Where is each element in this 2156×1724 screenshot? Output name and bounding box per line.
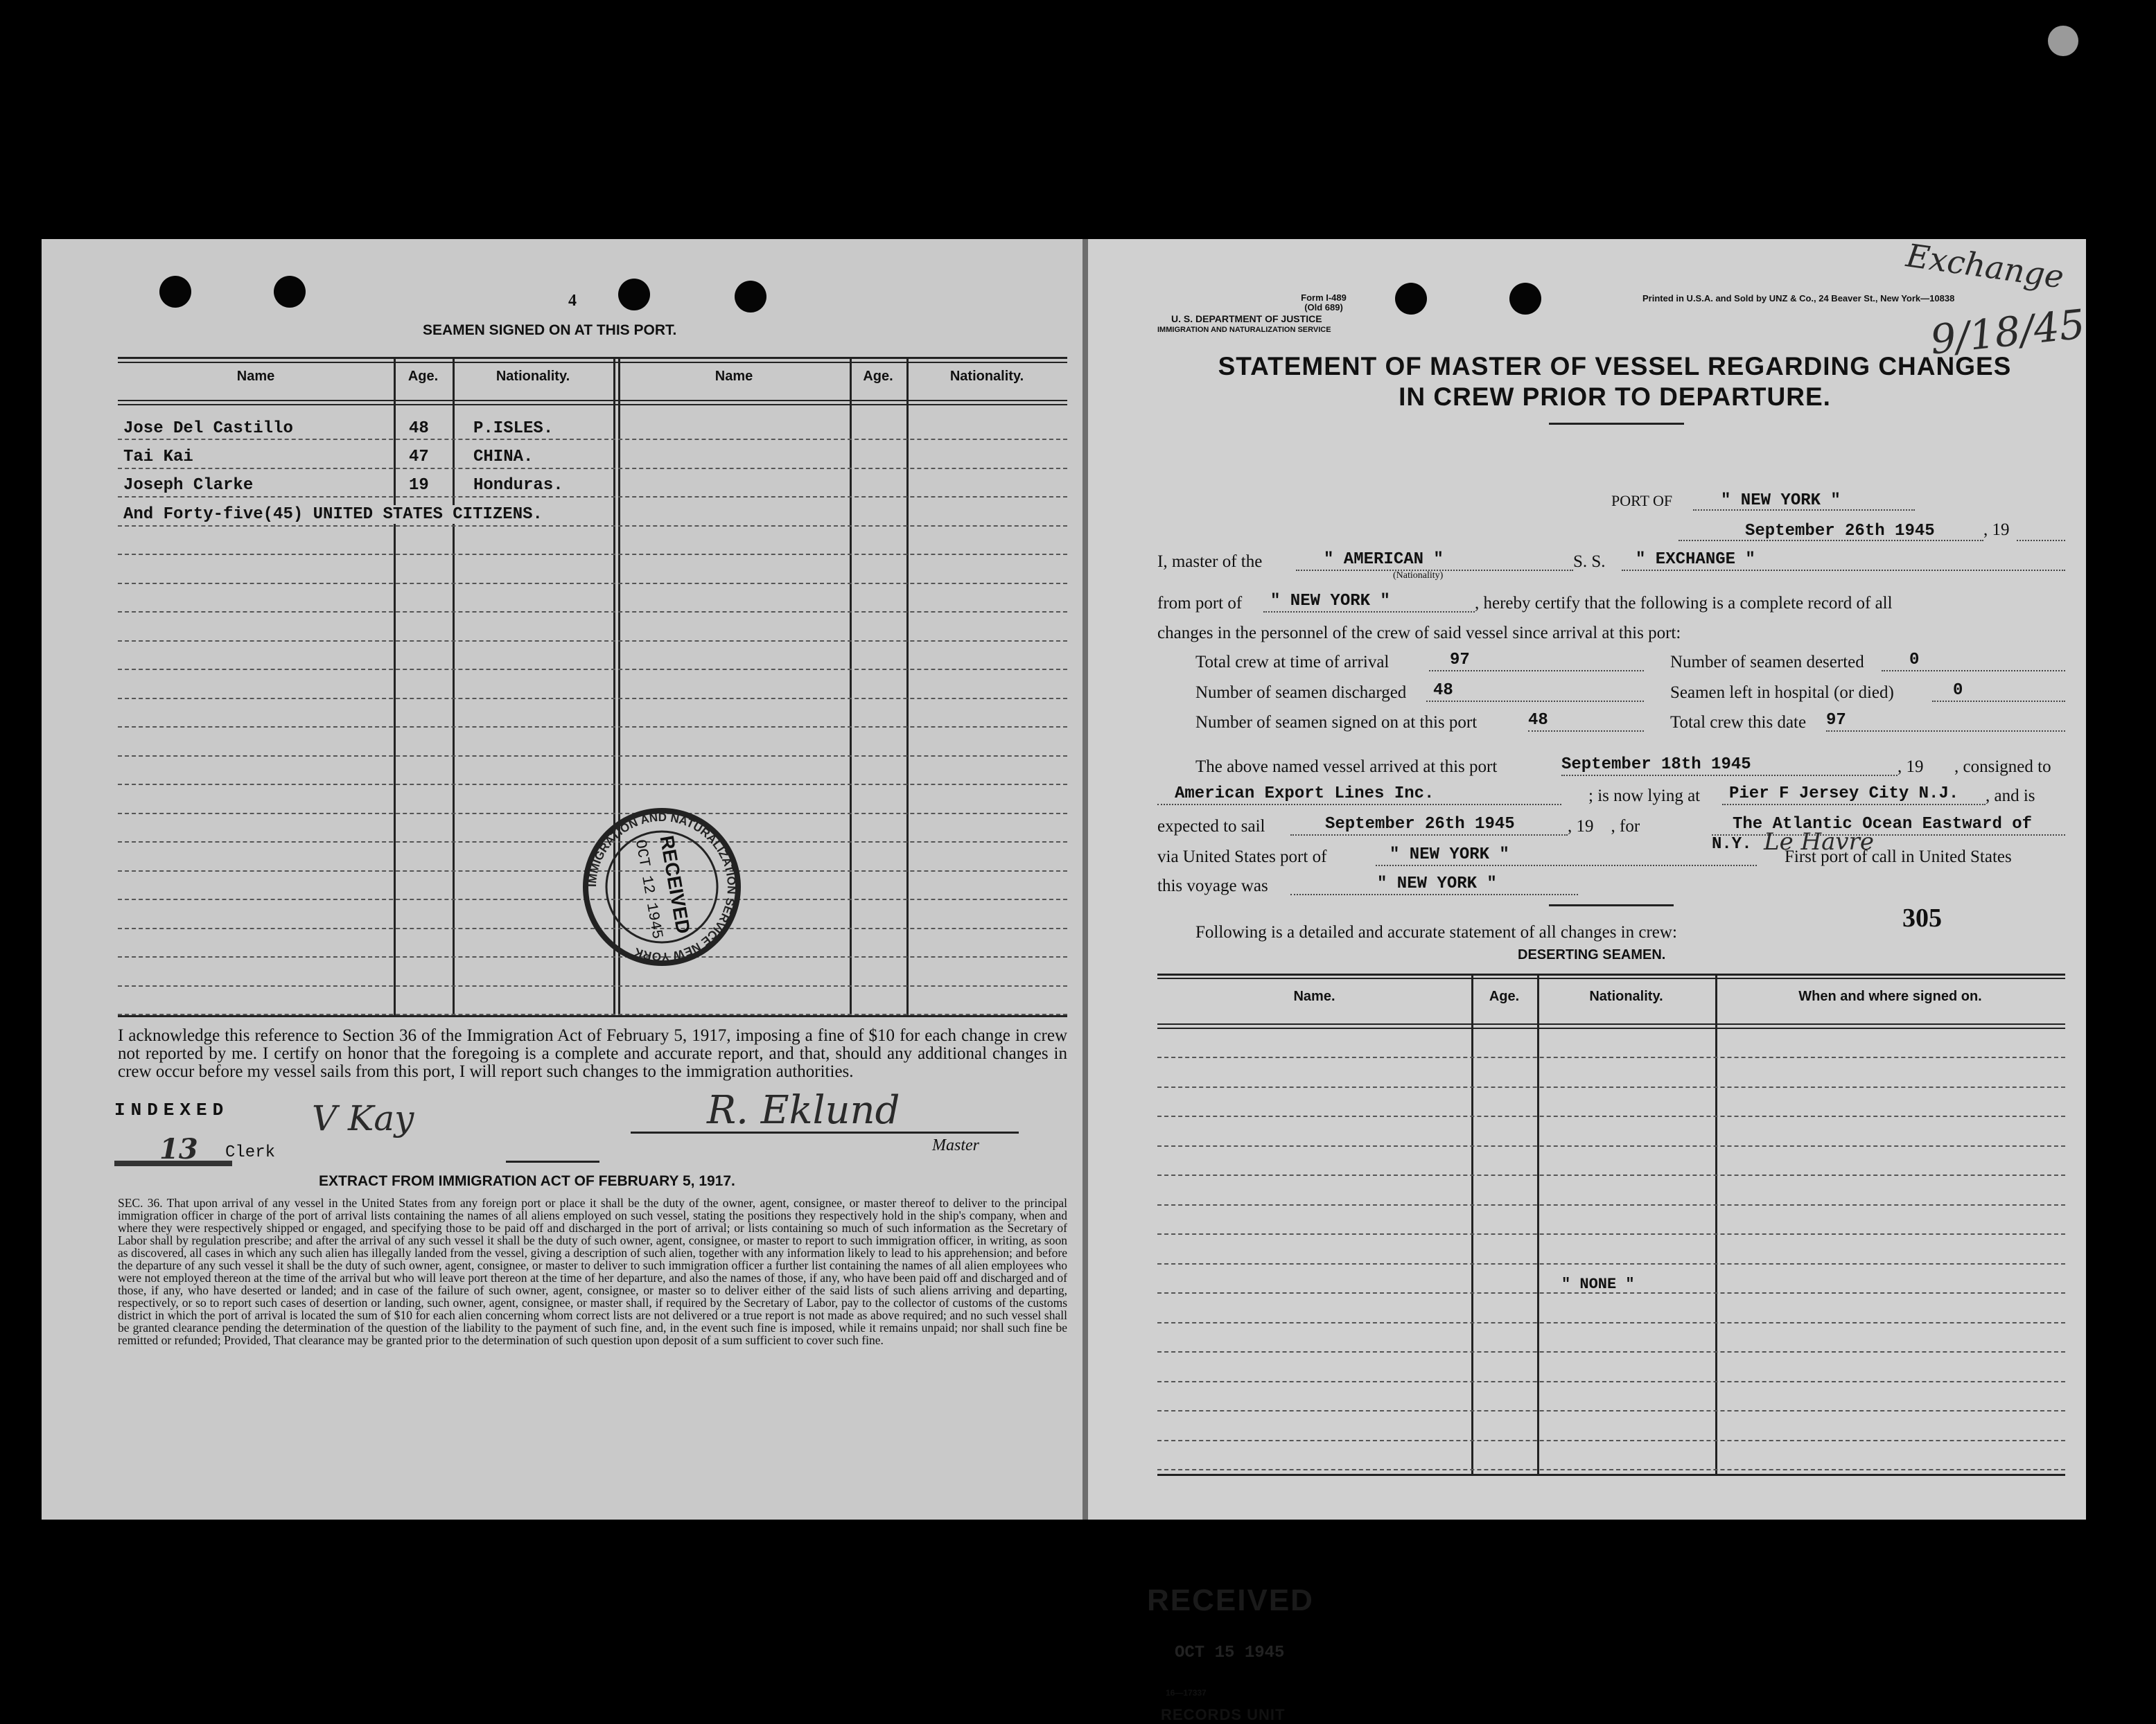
row-rule: [118, 1014, 1067, 1015]
divider: [506, 1161, 599, 1163]
consigned-label: , consigned to: [1954, 757, 2051, 776]
received-date: OCT 15 1945: [1175, 1644, 1285, 1662]
from-port-label: from port of: [1157, 594, 1243, 613]
department-block: [1157, 313, 1331, 335]
expected-field: September 26th 1945: [1290, 813, 1568, 836]
destination-handwritten: Le Havre: [1764, 828, 1875, 856]
voyage-field: " NEW YORK ": [1290, 873, 1578, 895]
lying-label: ; is now lying at: [1588, 786, 1701, 805]
column-header: Name.: [1293, 989, 1335, 1004]
row-rule: [118, 583, 1067, 584]
stamp-word: RECEIVED: [656, 834, 694, 935]
hospital-label: Seamen left in hospital (or died): [1670, 683, 1894, 702]
clerk-underline: [114, 1161, 232, 1166]
handwritten-note: Exchange: [1904, 236, 2067, 296]
for-label: , 19 , for: [1568, 817, 1640, 836]
row-rule: [1157, 1440, 2065, 1441]
table-cell-name: Tai Kai: [123, 448, 193, 466]
port-label: PORT OF: [1611, 492, 1673, 509]
punch-hole: [1509, 283, 1541, 315]
table-cell-name: Joseph Clarke: [123, 476, 254, 495]
nationality-field: " AMERICAN ": [1296, 549, 1573, 571]
arrived-field: September 18th 1945: [1561, 754, 1898, 776]
form-old-number: (Old 689): [1304, 302, 1343, 313]
printer-note: Printed in U.S.A. and Sold by UNZ & Co., 24 Beaver St., New York—10838: [1642, 293, 1955, 304]
date-year-field: [2017, 520, 2065, 541]
table-cell-nationality: P.ISLES.: [473, 419, 554, 438]
signature-line: [631, 1132, 1019, 1134]
received-round-stamp: [579, 804, 745, 970]
clerk-label: Clerk: [225, 1143, 276, 1162]
table-cell-age: 47: [409, 448, 429, 466]
total-crew-arrival-label: Total crew at time of arrival: [1195, 653, 1390, 671]
extract-text: SEC. 36. That upon arrival of any vessel in the United States from any foreign port or place it shall be the duty of the owner, agent, consignee, or master thereof to deliver to the principal immigration officer in charge of the port of arrival lists containing the names of all aliens employed on such vessel, stating the positions they respectively hold in the ship's company, when and where they were respectively shipped or engaged, and specifying those to be paid off and discharged in the port of arrival; or lists containing so much of such information as the Secretary of Labor shall by regulation prescribe; and after the arrival of any such vessel it shall be the duty of such owner, agent, consignee, or master to report to such immigration officer, in writing, as soon as discovered, all cases in which any such alien has illegally landed from the vessel, giving a description of such alien, together with any information likely to lead to his apprehension; and before the departure of any such vessel it shall be the duty of such owner, agent, consignee, or master to deliver to such immigration officer a further list containing the names of all alien employees who were not employed thereon at the time of the arrival but who will leave port thereon at the time of her departure, and also the names of those, if any, who have been paid off and discharged and of those, if any, who have deserted or landed; and in case of the failure of such owner, agent, consignee, or master so to deliver either of the said lists of such aliens arriving and departing, respectively, or so to report such cases of desertion or landing, such owner, agent, consignee, or master shall, if required by the Secretary of Labor, pay to the collector of customs of the customs district in which the port of arrival is located the sum of $10 for each alien concerning whom correct lists are not delivered or a true report is not made as above required; and no such vessel shall be granted clearance pending the determination of the question of the liability to the payment of such fine, and, in the event such fine is imposed, while it remains unpaid; nor shall such fine be remitted or refunded; Provided, That clearance may be granted prior to the determination of such question upon deposit of a sum sufficient to cover such fine.: [118, 1196, 1067, 1347]
form-number: Form I-489: [1301, 292, 1347, 303]
records-unit-stamp: RECORDS UNIT: [1161, 1706, 1286, 1723]
handwritten-date: 9/18/45: [1928, 300, 2087, 364]
row-rule: [1157, 1087, 2065, 1088]
punch-hole: [159, 276, 191, 308]
table-extra-row: And Forty-five(45) UNITED STATES CITIZENS.: [123, 505, 545, 524]
divider: [1549, 904, 1674, 906]
right-page: [1088, 236, 2087, 1723]
row-rule: [118, 669, 1067, 670]
punch-hole: [618, 279, 650, 310]
indexed-stamp: INDEXED: [114, 1100, 229, 1120]
row-rule: [118, 985, 1067, 987]
punch-hole: [735, 281, 766, 313]
deserted-label: Number of seamen deserted: [1670, 653, 1864, 671]
hospital-field: 0: [1932, 680, 2065, 702]
service: IMMIGRATION AND NATURALIZATION SERVICE: [1157, 326, 1331, 334]
arrived-label: The above named vessel arrived at this port: [1195, 757, 1498, 776]
table-cell-age: 19: [409, 476, 429, 495]
title-underline: [1549, 423, 1684, 425]
total-crew-arrival-field: 97: [1429, 649, 1644, 671]
deserting-seamen-table: [1157, 974, 2065, 1486]
column-header: Nationality.: [1589, 989, 1663, 1004]
column-header: Name: [236, 369, 275, 384]
port-field: " NEW YORK ": [1693, 490, 1915, 511]
row-rule: [1157, 1116, 2065, 1117]
table-cell-nationality: CHINA.: [473, 448, 534, 466]
extract-title: EXTRACT FROM IMMIGRATION ACT OF FEBRUARY 5, 1917.: [319, 1173, 735, 1189]
signed-on-field: 48: [1528, 710, 1644, 732]
page-number: 4: [568, 292, 577, 310]
row-rule: [118, 525, 1067, 527]
master-signature: R. Eklund: [707, 1088, 900, 1133]
row-rule: [118, 784, 1067, 785]
certify-text: , hereby certify that the following is a complete record of all: [1475, 594, 1893, 613]
total-crew-date-field: 97: [1826, 710, 2065, 732]
row-rule: [118, 496, 1067, 498]
date-suffix: , 19: [1983, 520, 2010, 539]
row-rule: [1157, 1469, 2065, 1470]
title-line-2: IN CREW PRIOR TO DEPARTURE.: [1399, 382, 1831, 411]
total-crew-date-label: Total crew this date: [1670, 713, 1807, 732]
column-header: When and where signed on.: [1798, 989, 1982, 1004]
row-rule: [1157, 1351, 2065, 1353]
nationality-none: " NONE ": [1561, 1276, 1635, 1293]
row-rule: [118, 755, 1067, 757]
row-rule: [1157, 1263, 2065, 1265]
from-port-field: " NEW YORK ": [1263, 590, 1475, 613]
row-rule: [118, 554, 1067, 555]
is-label: , and is: [1986, 786, 2035, 805]
department: U. S. DEPARTMENT OF JUSTICE: [1171, 313, 1322, 324]
via-label: via United States port of: [1157, 847, 1327, 866]
stamp-date: OCT 12 1945: [631, 838, 666, 941]
first-port-label: First port of call in United States: [1785, 847, 2012, 866]
row-rule: [118, 698, 1067, 699]
ship-name-field: " EXCHANGE ": [1622, 549, 2065, 571]
stamp-ring-text: IMMIGRATION AND NATURALIZATION SERVICE NEW YORK: [585, 810, 739, 964]
following-text: Following is a detailed and accurate statement of all changes in crew:: [1195, 923, 1677, 942]
table-cell-nationality: Honduras.: [473, 476, 563, 495]
via-field: " NEW YORK ": [1376, 844, 1757, 866]
destination-field: The Atlantic Ocean Eastward of N.Y.: [1712, 813, 2065, 836]
master-label: Master: [932, 1136, 979, 1154]
column-header: Age.: [407, 369, 439, 384]
deserting-title: DESERTING SEAMEN.: [1518, 947, 1666, 962]
acknowledgment-text: I acknowledge this reference to Section 36 of the Immigration Act of February 5, 1917, imposing a fine of $10 for each change in crew not reported by me. I certify on honor that the foregoing is a complete and accurate report, and that, should any additional changes in crew occur before my vessel sails from this port, I will report such changes to the immigration authorities.: [118, 1026, 1067, 1081]
left-page: [42, 239, 1088, 1520]
footer-code: 16—17337: [1166, 1688, 1207, 1698]
camera-marker: [2048, 26, 2078, 56]
row-rule: [1157, 1204, 2065, 1206]
form-number-block: [1247, 293, 1400, 313]
discharged-label: Number of seamen discharged: [1195, 683, 1407, 702]
column-header: Nationality.: [496, 369, 570, 384]
row-rule: [1157, 1233, 2065, 1235]
table-cell-age: 48: [409, 419, 429, 438]
received-stamp: RECEIVED: [1147, 1583, 1314, 1617]
row-rule: [118, 640, 1067, 642]
column-header: Nationality.: [949, 369, 1024, 384]
row-rule: [1157, 1381, 2065, 1382]
initials: V Kay: [312, 1098, 414, 1138]
nationality-caption: (Nationality): [1393, 570, 1444, 581]
column-header: Name: [715, 369, 753, 384]
number-stamp: 305: [1902, 904, 1942, 933]
column-header: Age.: [863, 369, 893, 384]
row-rule: [118, 611, 1067, 613]
row-rule: [118, 439, 1067, 440]
row-rule: [1157, 1057, 2065, 1058]
row-rule: [1157, 1145, 2065, 1147]
expected-label: expected to sail: [1157, 817, 1265, 836]
signed-on-label: Number of seamen signed on at this port: [1195, 713, 1478, 732]
row-rule: [1157, 1175, 2065, 1176]
ss-label: S. S.: [1573, 552, 1606, 571]
master-prefix: I, master of the: [1157, 552, 1263, 571]
row-rule: [118, 726, 1067, 728]
voyage-label: this voyage was: [1157, 877, 1268, 895]
arrived-suffix: , 19: [1898, 757, 1924, 776]
row-rule: [118, 468, 1067, 469]
section-title: SEAMEN SIGNED ON AT THIS PORT.: [423, 322, 677, 338]
table-cell-name: Jose Del Castillo: [123, 419, 293, 438]
consignee-field: American Export Lines Inc.: [1157, 783, 1561, 805]
column-header: Age.: [1489, 989, 1520, 1004]
form-title: [1157, 351, 2072, 412]
row-rule: [1157, 1322, 2065, 1323]
changes-text: changes in the personnel of the crew of said vessel since arrival at this port:: [1157, 624, 1681, 642]
punch-hole: [274, 276, 306, 308]
deserted-field: 0: [1882, 649, 2065, 671]
title-line-1: STATEMENT OF MASTER OF VESSEL REGARDING CHANGES: [1218, 352, 2012, 380]
row-rule: [1157, 1410, 2065, 1411]
lying-field: Pier F Jersey City N.J.: [1722, 783, 1986, 805]
discharged-field: 48: [1426, 680, 1644, 702]
clerk-mark: 13: [159, 1133, 198, 1166]
date-field: September 26th 1945: [1679, 520, 1983, 541]
